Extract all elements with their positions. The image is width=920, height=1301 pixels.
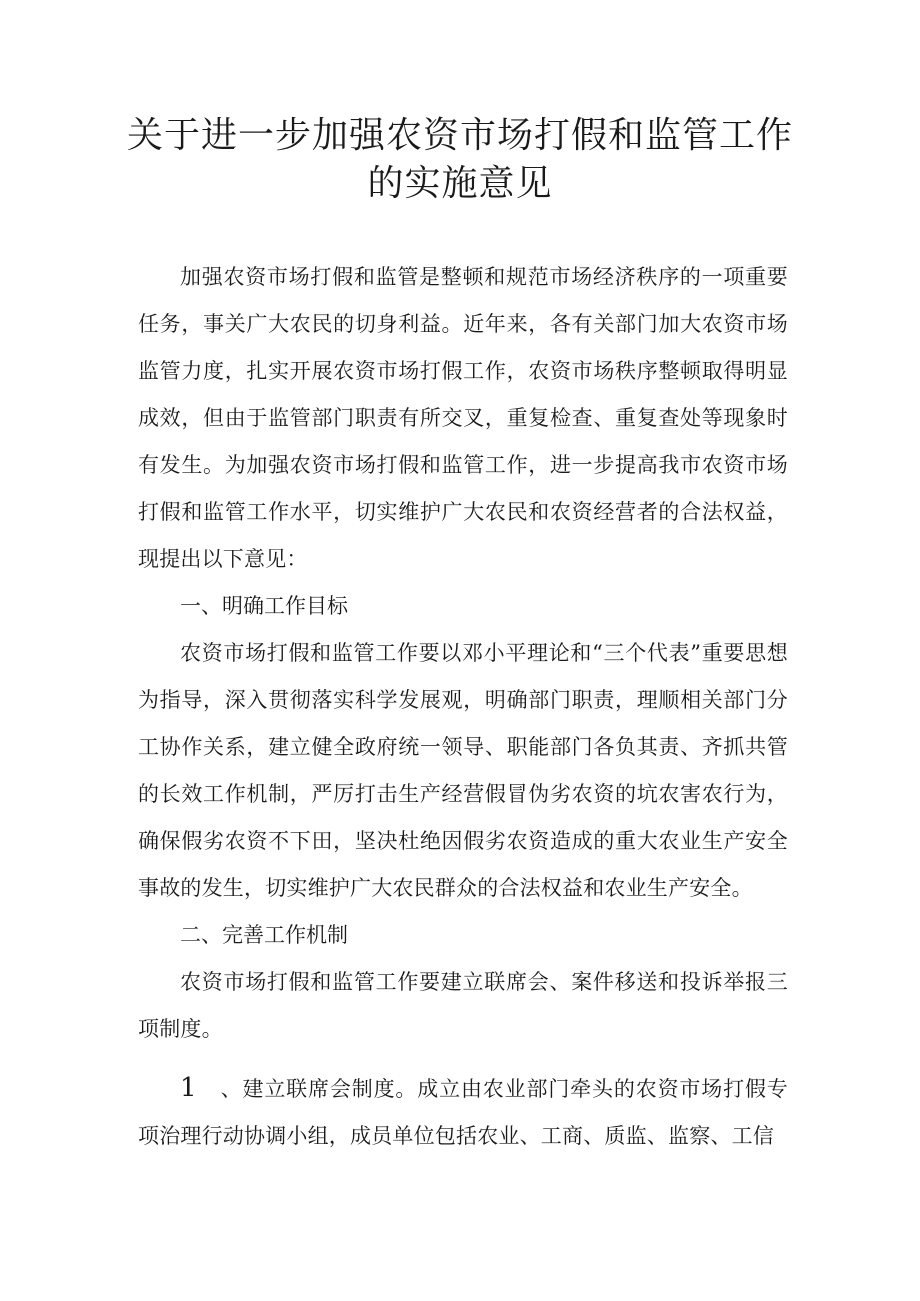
document-title-line1: 关于进一步加强农资市场打假和监管工作 — [126, 115, 793, 156]
document-body — [138, 254, 788, 1160]
section-2-paragraph: 农资市场打假和监管工作要建立联席会、案件移送和投诉举报三项制度。 — [138, 970, 788, 1041]
document-title-line2: 的实施意见 — [367, 163, 553, 204]
item-1-text: 、建立联席会制度。成立由农业部门牵头的农资市场打假专项治理行动协调小组，成员单位包括农业、工商、质监、监察、工信 — [138, 1077, 788, 1148]
intro-paragraph: 加强农资市场打假和监管是整顿和规范市场经济秩序的一项重要任务，事关广大农民的切身利益。近年来，各有关部门加大农资市场监管力度，扎实开展农资市场打假工作，农资市场秩序整顿取得明显成效，但由于监管部门职责有所交叉，重复检查、重复查处等现象时有发生。为加强农资市场打假和监管工作，进一步提高我市农资市场打假和监管工作水平，切实维护广大农民和农资经营者的合法权益，现提出以下意见： — [138, 265, 788, 571]
section-heading-2: 二、完善工作机制 — [180, 923, 348, 947]
section-heading-1: 一、明确工作目标 — [180, 594, 348, 618]
item-1-number: 1 — [180, 1073, 197, 1103]
section-1-paragraph: 农资市场打假和监管工作要以邓小平理论和“三个代表”重要思想为指导，深入贯彻落实科学发展观，明确部门职责，理顺相关部门分工协作关系，建立健全政府统一领导、职能部门各负其责、齐抓共管的长效工作机制，严厉打击生产经营假冒伪劣农资的坑农害农行为，确保假劣农资不下田，坚决杜绝因假劣农资造成的重大农业生产安全事故的发生，切实维护广大农民群众的合法权益和农业生产安全。 — [138, 641, 788, 900]
item-1-paragraph — [138, 1065, 788, 1160]
